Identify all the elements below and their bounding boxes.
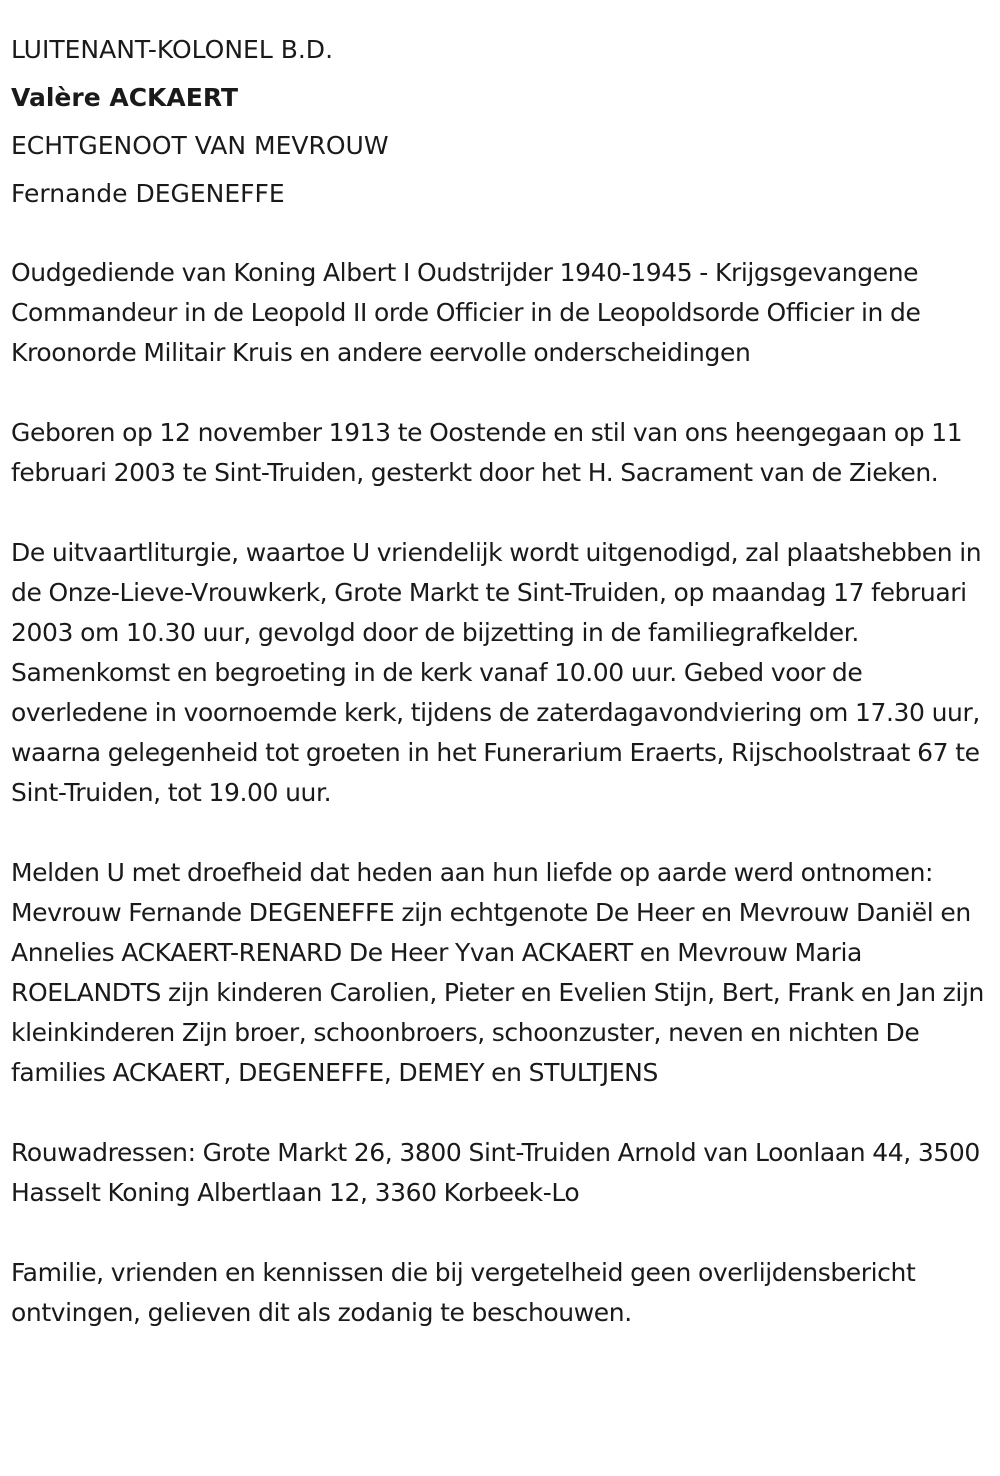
spouse-name: Fernande DEGENEFFE (11, 179, 285, 208)
spouse-label: ECHTGENOOT VAN MEVROUW (11, 131, 389, 160)
funeral-paragraph: De uitvaartliturgie, waartoe U vriendelijk wordt uitgenodigd, zal plaatshebben in de Onze-Lieve-Vrouwkerk, Grote Markt te Sint-Truiden, op maandag 17 februari 2003 om 10.30 uur, gevolgd door de bijzetting in de familiegrafkelder. Samenkomst en begroeting in de kerk vanaf 10.00 uur. Gebed voor de overledene in voornoemde kerk, tijdens de zaterdagavondviering om 17.30 uur, waarna gelegenheid tot groeten in het Funerarium Eraerts, Rijschoolstraat 67 te Sint-Truiden, tot 19.00 uur. (11, 538, 982, 807)
birth-death-paragraph: Geboren op 12 november 1913 te Oostende en stil van ons heengegaan op 11 februari 2003 te Sint-Truiden, gesterkt door het H. Sacrament van de Zieken. (11, 418, 963, 487)
notice-header (11, 26, 990, 218)
addresses-paragraph: Rouwadressen: Grote Markt 26, 3800 Sint-Truiden Arnold van Loonlaan 44, 3500 Hasselt Koning Albertlaan 12, 3360 Korbeek-Lo (11, 1138, 980, 1207)
family-paragraph: Melden U met droefheid dat heden aan hun liefde op aarde werd ontnomen: Mevrouw Fernande DEGENEFFE zijn echtgenote De Heer en Mevrouw Daniël en Annelies ACKAERT-RENARD De Heer Yvan ACKAERT en Mevrouw Maria ROELANDTS zijn kinderen Carolien, Pieter en Evelien Stijn, Bert, Frank en Jan zijn kleinkinderen Zijn broer, schoonbroers, schoonzuster, neven en nichten De families ACKAERT, DEGENEFFE, DEMEY en STULTJENS (11, 858, 984, 1087)
deceased-name: Valère ACKAERT (11, 83, 239, 112)
rank-line: LUITENANT-KOLONEL B.D. (11, 35, 334, 64)
closing-paragraph: Familie, vrienden en kennissen die bij vergetelheid geen overlijdensbericht ontvingen, gelieven dit als zodanig te beschouwen. (11, 1258, 916, 1327)
honours-paragraph: Oudgediende van Koning Albert I Oudstrijder 1940-1945 - Krijgsgevangene Commandeur in de Leopold II orde Officier in de Leopoldsorde Officier in de Kroonorde Militair Kruis en andere eervolle onderscheidingen (11, 258, 921, 367)
